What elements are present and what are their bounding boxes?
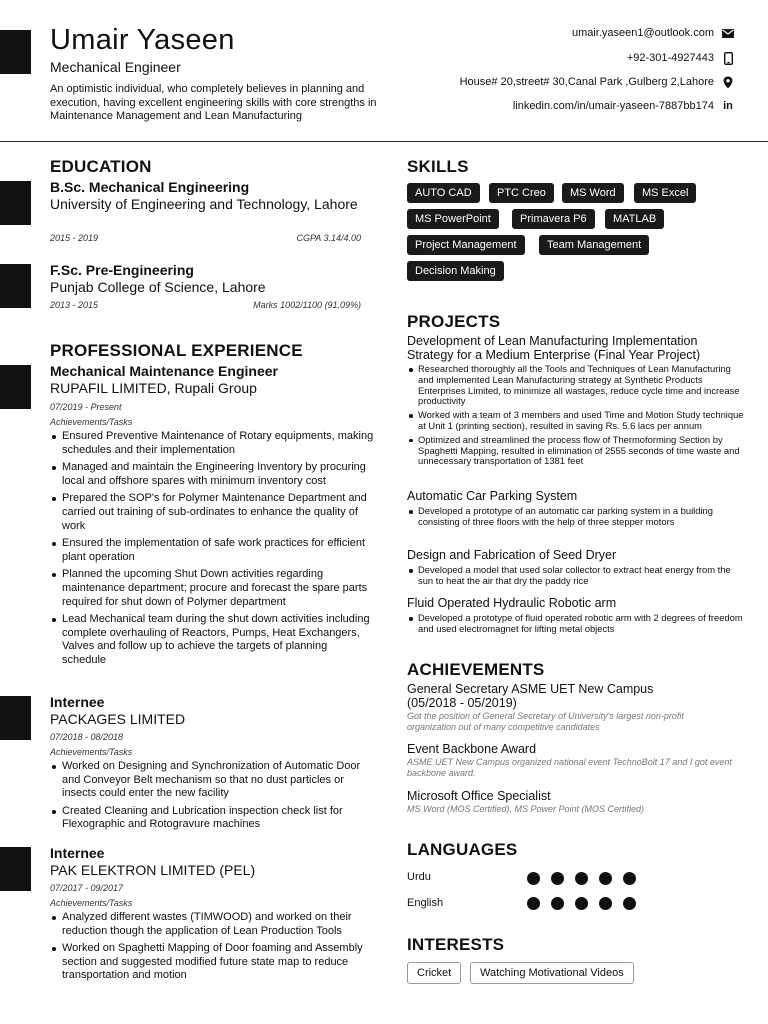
skill-tag: MS PowerPoint (407, 209, 499, 229)
resume-name: Umair Yaseen (50, 24, 235, 56)
job-company: PAK ELEKTRON LIMITED (PEL) (50, 862, 256, 878)
level-dot (599, 872, 612, 885)
achievement-description: ASME UET New Campus organized national event TechnoBolt 17 and I got event backbone award. (407, 757, 732, 778)
contact-linkedin-text: linkedin.com/in/umair-yaseen-7887bb174 (512, 100, 714, 112)
section-marker (0, 30, 31, 74)
education-score: CGPA 3.14/4.00 (296, 233, 361, 243)
contact-email[interactable] (572, 27, 734, 39)
header-divider (0, 141, 768, 142)
job-bullets (50, 911, 374, 987)
list-item: Analyzed different wastes (TIMWOOD) and worked on their reduction though the application of Lean Production Tools (62, 911, 374, 938)
job-bullets (50, 760, 374, 836)
section-marker (0, 696, 31, 740)
section-marker (0, 264, 31, 308)
job-subheading: Achievements/Tasks (50, 898, 133, 908)
job-company: RUPAFIL LIMITED, Rupali Group (50, 380, 257, 396)
education-school: Punjab College of Science, Lahore (50, 279, 266, 295)
skill-tag: MS Excel (634, 183, 696, 203)
contact-address (460, 76, 734, 88)
list-item: Worked on Spaghetti Mapping of Door foaming and Assembly section and suggested modified future state map to reduce transportation and motion (62, 942, 374, 983)
achievement-description: MS Word (MOS Certified), MS Power Point (MOS Certified) (407, 804, 645, 814)
languages-heading: LANGUAGES (407, 840, 518, 859)
section-marker (0, 181, 31, 225)
achievements-heading: ACHIEVEMENTS (407, 660, 545, 679)
level-dot (527, 897, 540, 910)
level-dot (575, 872, 588, 885)
job-dates: 07/2017 - 09/2017 (50, 883, 124, 893)
education-dates: 2013 - 2015 (50, 300, 99, 310)
level-dot (575, 897, 588, 910)
language-name: English (407, 897, 444, 909)
contact-phone-text: +92-301-4927443 (626, 52, 714, 64)
resume-role: Mechanical Engineer (50, 59, 181, 75)
contact-address-text: House# 20,street# 30,Canal Park ,Gulberg 2,Lahore (459, 76, 714, 88)
achievement-title: Event Backbone Award (407, 742, 537, 756)
education-score: Marks 1002/1100 (91.09%) (253, 300, 361, 310)
list-item: Managed and maintain the Engineering Inventory by procuring local and offshore spares with minimum inventory cost (62, 461, 374, 488)
job-dates: 07/2019 - Present (50, 402, 122, 412)
list-item: Worked with a team of 3 members and used Time and Motion Study technique at Unit 1 (printing section), resulted in saving Rs. 5.6 lacs per annum (418, 410, 748, 432)
job-dates: 07/2018 - 08/2018 (50, 732, 124, 742)
skill-tag: Team Management (539, 235, 649, 255)
language-name: Urdu (407, 871, 431, 883)
project-bullets (407, 613, 753, 638)
job-subheading: Achievements/Tasks (50, 417, 133, 427)
skill-tag: MS Word (562, 183, 624, 203)
list-item: Developed a model that used solar collector to extract heat energy from the sun to heat the air that dry the paddy rice (418, 565, 748, 587)
job-bullets (50, 430, 374, 672)
achievement-title: Microsoft Office Specialist (407, 789, 551, 803)
achievement-title: General Secretary ASME UET New Campus (05/2018 - 05/2019) (407, 682, 654, 710)
job-company: PACKAGES LIMITED (50, 711, 186, 727)
job-subheading: Achievements/Tasks (50, 747, 133, 757)
skill-tag: AUTO CAD (407, 183, 480, 203)
education-dates: 2015 - 2019 (50, 233, 99, 243)
projects-heading: PROJECTS (407, 312, 501, 331)
list-item: Ensured the implementation of safe work practices for efficient plant operation (62, 537, 374, 564)
skill-tag: Project Management (407, 235, 525, 255)
project-bullets (407, 364, 748, 470)
list-item: Prepared the SOP's for Polymer Maintenance Department and carried out training of sub-ordinates to enhance the quality of work (62, 492, 374, 533)
contact-linkedin[interactable] (513, 100, 734, 112)
level-dot (623, 872, 636, 885)
list-item: Optimized and streamlined the process flow of Thermoforming Section by Spaghetti Mapping, resulted in elimination of 2555 seconds of time waste and unnecessary transportation of 1381 feet (418, 435, 748, 467)
skill-tag: MATLAB (605, 209, 664, 229)
list-item: Ensured Preventive Maintenance of Rotary equipments, making schedules and their implementation (62, 430, 374, 456)
project-bullets (407, 565, 748, 590)
skill-tag: Decision Making (407, 261, 504, 281)
envelope-icon (722, 27, 734, 39)
education-school: University of Engineering and Technology, Lahore (50, 196, 358, 212)
level-dot (551, 897, 564, 910)
level-dot (599, 897, 612, 910)
experience-heading: PROFESSIONAL EXPERIENCE (50, 341, 303, 360)
linkedin-icon: in (723, 100, 733, 112)
skills-heading: SKILLS (407, 157, 469, 176)
interest-chip: Watching Motivational Videos (470, 962, 634, 984)
contact-email-text: umair.yaseen1@outlook.com (571, 27, 714, 39)
project-title: Fluid Operated Hydraulic Robotic arm (407, 596, 617, 610)
list-item: Lead Mechanical team during the shut down activities including complete overhauling of Reactors, Pumps, Heat Exchangers, Valves and follow up to achieve the targets of planning schedule (62, 613, 374, 667)
project-bullets (407, 506, 748, 531)
list-item: Researched thoroughly all the Tools and Techniques of Lean Manufacturing and implemented Lean Manufacturing strategy at Synthetic Products Enterprises Limited, to minimize all wastages, reduce cycle time and increase productivity (418, 364, 748, 407)
skill-tag: PTC Creo (489, 183, 554, 203)
level-dot (623, 897, 636, 910)
list-item: Planned the upcoming Shut Down activities regarding maintenance department; procure and forecast the spare parts required for shut down of Polymer department (62, 568, 374, 609)
job-title: Mechanical Maintenance Engineer (50, 363, 278, 379)
interests-heading: INTERESTS (407, 935, 505, 954)
job-title: Internee (50, 845, 105, 861)
job-title: Internee (50, 694, 105, 710)
section-marker (0, 365, 31, 409)
level-dot (551, 872, 564, 885)
contact-phone[interactable] (627, 52, 734, 64)
list-item: Created Cleaning and Lubrication inspection check list for Flexographic and Rotogravure machines (62, 805, 374, 832)
project-title: Development of Lean Manufacturing Implementation Strategy for a Medium Enterprise (Final Year Project) (407, 334, 701, 362)
education-heading: EDUCATION (50, 157, 152, 176)
location-pin-icon (722, 76, 734, 88)
education-degree: B.Sc. Mechanical Engineering (50, 179, 250, 195)
skill-tag: Primavera P6 (512, 209, 595, 229)
interest-chip: Cricket (407, 962, 461, 984)
project-title: Automatic Car Parking System (407, 489, 578, 503)
section-marker (0, 847, 31, 891)
achievement-description: Got the position of General Secretary of University's largest non-profit organization out of many competitive candidates (407, 711, 684, 732)
level-dot (527, 872, 540, 885)
list-item: Developed a prototype of an automatic car parking system in a building consisting of three floors with the help of three stepper motors (418, 506, 748, 528)
education-degree: F.Sc. Pre-Engineering (50, 262, 194, 278)
phone-icon (722, 52, 734, 64)
list-item: Developed a prototype of fluid operated robotic arm with 2 degrees of freedom and used electromagnet for lifting metal objects (418, 613, 753, 635)
resume-summary: An optimistic individual, who completely believes in planning and execution, having excellent engineering skills with core strengths in Maintenance Management and Lean Manufacturing (50, 83, 377, 123)
list-item: Worked on Designing and Synchronization of Automatic Door and Conveyor Belt mechanism so that no dust particles or insects could enter the new facility (62, 760, 374, 801)
project-title: Design and Fabrication of Seed Dryer (407, 548, 617, 562)
